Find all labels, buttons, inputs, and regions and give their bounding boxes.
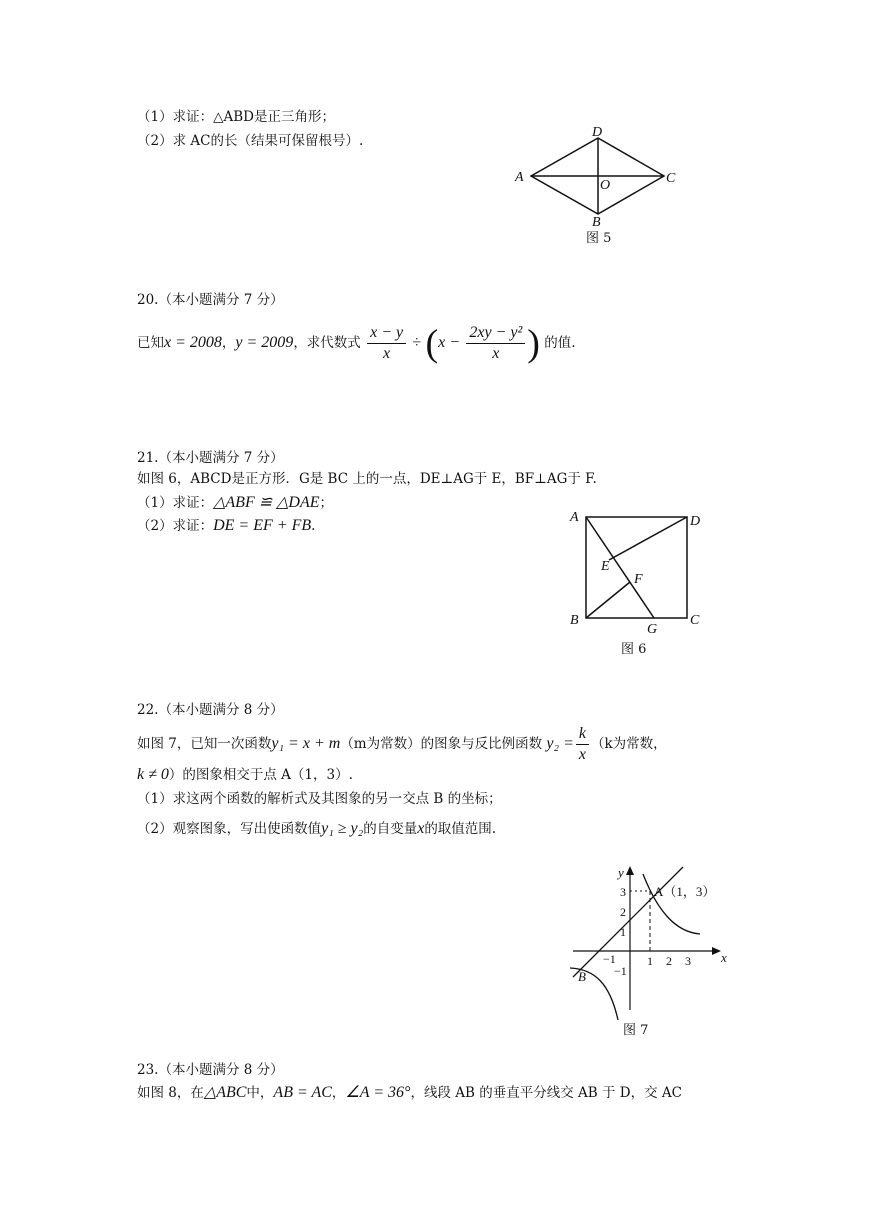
q23-line1-triangle: △ABC <box>203 1084 247 1101</box>
q23-line1 <box>137 1084 682 1102</box>
figure-7 <box>565 862 745 1042</box>
fig6-label-g: G <box>647 622 658 637</box>
fig5-label-o: O <box>600 178 611 193</box>
q21-part2 <box>137 517 315 535</box>
fig7-x-axis-label: x <box>721 950 727 965</box>
q22-part2 <box>137 820 496 838</box>
q20-x-value: x = 2008 <box>164 334 222 351</box>
figure-6 <box>565 505 715 660</box>
q20-fraction-2 <box>466 323 525 364</box>
q20-fraction-1 <box>367 323 406 364</box>
q22-line2-text: ）的图象相交于点 A（1，3）. <box>168 767 353 783</box>
fig6-caption: 图 6 <box>621 642 647 657</box>
fig6-label-c: C <box>690 613 700 628</box>
fig7-point-a: A（1，3） <box>654 884 716 899</box>
figure-5 <box>508 120 688 250</box>
q22-linear-function: y₁ = x + m <box>271 735 341 752</box>
q22-line2-math: k ≠ 0 <box>137 766 169 783</box>
fig5-label-a: A <box>515 170 524 185</box>
fig7-y-tick-neg1: −1 <box>614 964 627 978</box>
q22-part2-x: x <box>417 820 425 837</box>
q21-part2-end: . <box>311 518 316 534</box>
q19-part2: （2）求 AC的长（结果可保留根号）. <box>137 133 364 149</box>
q21-part1 <box>137 494 333 512</box>
q23-line1-angle: ∠A = 36° <box>345 1084 411 1101</box>
fig7-caption: 图 7 <box>623 1023 649 1038</box>
fig7-y-tick-1: 1 <box>620 925 626 939</box>
q21-header: 21.（本小题满分 7 分） <box>137 450 284 466</box>
q23-header: 23.（本小题满分 8 分） <box>137 1062 284 1078</box>
fig6-label-d: D <box>690 514 701 529</box>
fig7-y-tick-2: 2 <box>620 905 626 919</box>
q20-inner-x: x − <box>438 334 461 351</box>
q20-header: 20.（本小题满分 7 分） <box>137 292 284 308</box>
fig5-label-b: B <box>592 215 601 230</box>
q20-frac2-numerator: 2xy − y² <box>466 323 525 344</box>
q21-part2-math: DE = EF + FB <box>213 517 312 534</box>
q21-stem: 如图 6，ABCD是正方形．G是 BC 上的一点，DE⊥AG于 E，BF⊥AG于 F. <box>137 471 597 487</box>
fig7-x-tick-2: 2 <box>666 954 672 968</box>
fig7-x-tick-3: 3 <box>685 954 691 968</box>
fig5-label-c: C <box>666 171 676 186</box>
q22-inverse-fraction <box>576 724 589 765</box>
q22-line1-b: （m为常数）的图象与反比例函数 <box>340 736 543 752</box>
q20-y-value: y = 2009 <box>235 334 294 351</box>
fig6-label-b: B <box>570 613 579 628</box>
q22-part2-c: 的取值范围. <box>424 821 497 837</box>
q22-header: 22.（本小题满分 8 分） <box>137 702 284 718</box>
q23-line1-d: ，线段 AB 的垂直平分线交 AB 于 D，交 AC <box>410 1085 682 1101</box>
q23-line1-c: ， <box>331 1085 346 1101</box>
q21-part1-end: ； <box>319 495 334 511</box>
fig7-x-tick-neg1: −1 <box>603 952 616 966</box>
fig6-label-e: E <box>601 559 610 574</box>
q20-sep: ， <box>221 335 236 351</box>
q23-line1-a: 如图 8，在 <box>137 1085 204 1101</box>
q20-mid: ，求代数式 <box>293 335 361 351</box>
fig7-point-b: B <box>578 969 586 984</box>
q22-part1: （1）求这两个函数的解析式及其图象的另一交点 B 的坐标； <box>137 791 502 807</box>
q22-line1-a: 如图 7，已知一次函数 <box>137 736 272 752</box>
q22-line1 <box>137 722 667 766</box>
fig7-y-axis-label: y <box>618 865 624 880</box>
fig7-x-tick-1: 1 <box>647 954 653 968</box>
q20-paren-open: ( <box>425 322 439 365</box>
q22-part2-math: y₁ ≥ y₂ <box>321 820 364 837</box>
q20-body <box>137 320 576 368</box>
fig5-caption: 图 5 <box>586 231 612 246</box>
q22-inverse-denominator: x <box>578 746 586 763</box>
q22-part2-a: （2）观察图象，写出使函数值 <box>137 821 322 837</box>
q23-line1-equal-sides: AB = AC <box>273 1084 332 1101</box>
q20-suffix: 的值. <box>544 335 576 351</box>
q22-line1-c: （k为常数， <box>591 736 667 752</box>
q21-part1-label: （1）求证： <box>137 495 214 511</box>
q20-prefix: 已知 <box>137 335 164 351</box>
q19-part1: （1）求证：△ABD是正三角形； <box>137 109 335 125</box>
q22-part2-b: 的自变量 <box>363 821 418 837</box>
fig6-label-a: A <box>570 510 579 525</box>
q22-inverse-numerator: k <box>576 724 589 745</box>
fig6-label-f: F <box>634 572 643 587</box>
q21-part2-label: （2）求证： <box>137 518 214 534</box>
q22-inverse-lhs: y₂ = <box>546 735 574 752</box>
q20-frac2-denominator: x <box>492 345 500 362</box>
fig7-y-tick-3: 3 <box>620 885 626 899</box>
fig5-label-d: D <box>592 125 603 140</box>
q20-frac1-denominator: x <box>383 345 391 362</box>
q20-paren-close: ) <box>527 322 540 365</box>
q20-frac1-numerator: x − y <box>367 323 406 344</box>
q22-line2 <box>137 766 353 784</box>
q21-part1-math: △ABF ≌ △DAE <box>213 494 320 511</box>
q23-line1-b: 中， <box>246 1085 274 1101</box>
q20-divide: ÷ <box>412 334 422 351</box>
